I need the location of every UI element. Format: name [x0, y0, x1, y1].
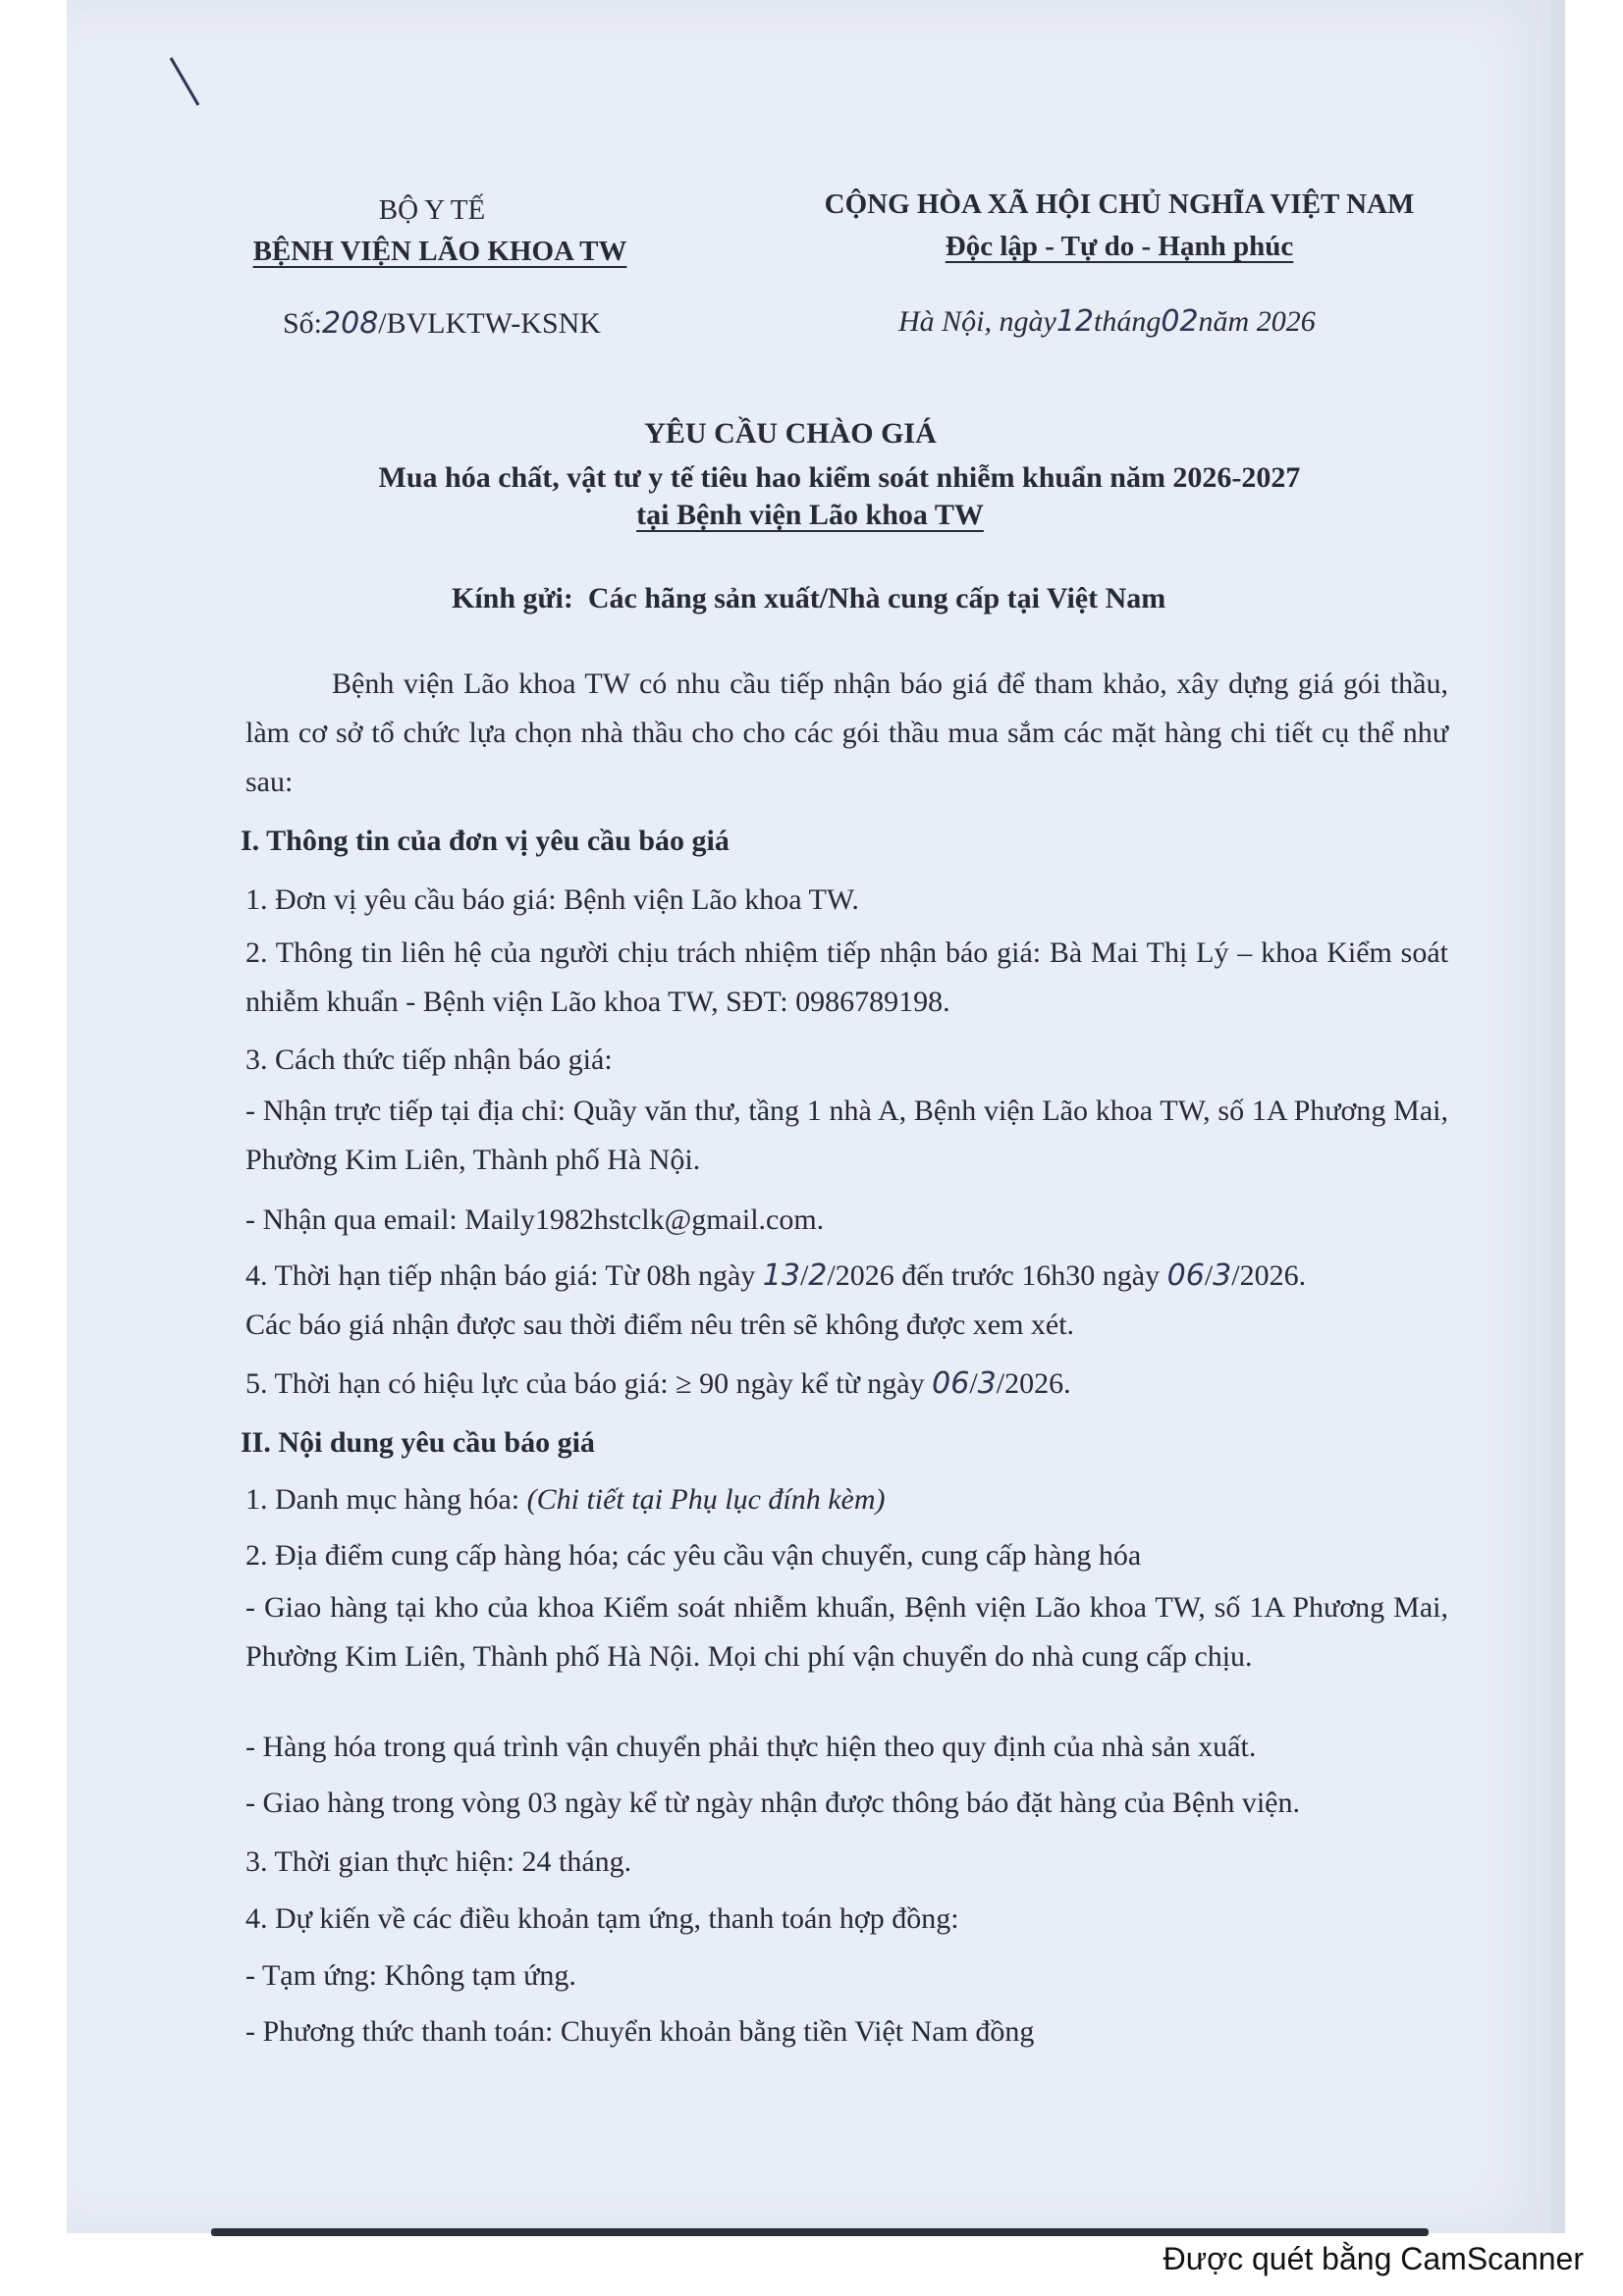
subtitle-line-1: Mua hóa chất, vật tư y tế tiêu hao kiểm soát nhiễm khuẩn năm 2026-2027 — [378, 461, 1301, 494]
document-number — [283, 299, 601, 348]
date-month-handwritten: 02 — [1161, 304, 1199, 339]
date-year: năm 2026 — [1198, 305, 1316, 338]
item-4-month-1-handwritten: 2 — [808, 1258, 828, 1293]
date-day-handwritten: 12 — [1055, 304, 1095, 339]
page-title: YÊU CẦU CHÀO GIÁ — [644, 417, 937, 450]
section-2-item-4: 4. Dự kiến về các điều khoản tạm ứng, thanh toán hợp đồng: — [245, 1902, 959, 1935]
item-4-day-2-handwritten: 06 — [1166, 1258, 1205, 1293]
date-month-label: tháng — [1094, 305, 1162, 338]
country-name: CỘNG HÒA XÃ HỘI CHỦ NGHĨA VIỆT NAM — [824, 188, 1415, 220]
scan-bottom-edge — [211, 2228, 1429, 2236]
section-2-item-2a: - Giao hàng tại kho của khoa Kiểm soát nhiễm khuẩn, Bệnh viện Lão khoa TW, số 1A Phương Mai, Phường Kim Liên, Thành phố Hà Nội. Mọi chi phí vận chuyển do nhà cung cấp chịu. — [245, 1591, 1448, 1673]
item-5-month-handwritten: 3 — [977, 1366, 997, 1401]
item-4-text-b: /2026 đến trước 16h30 ngày — [827, 1259, 1167, 1292]
section-1-item-3b: - Nhận qua email: Maily1982hstclk@gmail.com. — [245, 1203, 825, 1236]
section-2-heading: II. Nội dung yêu cầu báo giá — [241, 1426, 595, 1459]
scanner-watermark: Được quét bằng CamScanner — [1163, 2241, 1584, 2276]
section-1-item-1: 1. Đơn vị yêu cầu báo giá: Bệnh viện Lão khoa TW. — [245, 883, 859, 916]
doc-number-suffix: /BVLKTW-KSNK — [378, 307, 601, 340]
recipient-line — [452, 574, 1165, 623]
section-2-item-2c: - Giao hàng trong vòng 03 ngày kể từ ngày nhận được thông báo đặt hàng của Bệnh viện. — [245, 1787, 1300, 1819]
section-1-heading: I. Thông tin của đơn vị yêu cầu báo giá — [241, 825, 730, 857]
section-2-item-2: 2. Địa điểm cung cấp hàng hóa; các yêu cầu vận chuyển, cung cấp hàng hóa — [245, 1539, 1142, 1572]
section-2-item-4b: - Phương thức thanh toán: Chuyển khoản bằng tiền Việt Nam đồng — [245, 2015, 1035, 2048]
doc-number-prefix: Số: — [283, 307, 323, 340]
item-5-text-c: /2026. — [996, 1367, 1071, 1400]
section-2-item-2b: - Hàng hóa trong quá trình vận chuyển phải thực hiện theo quy định của nhà sản xuất. — [245, 1731, 1257, 1763]
item-4-text-a: 4. Thời hạn tiếp nhận báo giá: Từ 08h ngày — [245, 1259, 763, 1292]
doc-number-handwritten: 208 — [322, 306, 379, 341]
document-date — [898, 297, 1316, 347]
section-2-item-1 — [245, 1475, 886, 1524]
intro-paragraph: Bệnh viện Lão khoa TW có nhu cầu tiếp nhận báo giá để tham khảo, xây dựng giá gói thầu, làm cơ sở tổ chức lựa chọn nhà thầu cho cho các gói thầu mua sắm các mặt hàng chi tiết cụ thể như sau: — [245, 667, 1448, 798]
ministry-name: BỘ Y TẾ — [378, 194, 486, 226]
hospital-name: BỆNH VIỆN LÃO KHOA TW — [252, 236, 627, 267]
section-2-item-4a: - Tạm ứng: Không tạm ứng. — [245, 1959, 576, 1992]
national-motto: Độc lập - Tự do - Hạnh phúc — [945, 231, 1294, 262]
recipient-value: Các hãng sản xuất/Nhà cung cấp tại Việt Nam — [587, 582, 1166, 614]
section-1-item-4: 4. Thời hạn tiếp nhận báo giá: Từ 08h ngày 13/2/2026 đến trước 16h30 ngày 06/3/2026. — [245, 1258, 1307, 1293]
section-1-item-3a: - Nhận trực tiếp tại địa chỉ: Quầy văn thư, tầng 1 nhà A, Bệnh viện Lão khoa TW, số 1A Phương Mai, Phường Kim Liên, Thành phố Hà Nội. — [245, 1095, 1448, 1176]
pen-slash-mark — [167, 54, 206, 113]
item-4-day-1-handwritten: 13 — [762, 1258, 800, 1293]
item-5-day-handwritten: 06 — [932, 1366, 970, 1401]
section-2-item-3: 3. Thời gian thực hiện: 24 tháng. — [245, 1845, 632, 1878]
section-1-item-2: 2. Thông tin liên hệ của người chịu trách nhiệm tiếp nhận báo giá: Bà Mai Thị Lý – khoa Kiểm soát nhiễm khuẩn - Bệnh viện Lão khoa TW, SĐT: 0986789198. — [245, 936, 1448, 1018]
paper-edge — [1551, 0, 1565, 2233]
subtitle-line-2: tại Bệnh viện Lão khoa TW — [636, 499, 984, 531]
section-1-item-4-line-2: Các báo giá nhận được sau thời điểm nêu trên sẽ không được xem xét. — [245, 1308, 1075, 1341]
recipient-label: Kính gửi: — [452, 582, 573, 614]
section-2-item-1-label: 1. Danh mục hàng hóa: — [245, 1483, 527, 1516]
section-1-item-5: 5. Thời hạn có hiệu lực của báo giá: ≥ 90 ngày kể từ ngày 06/3/2026. — [245, 1366, 1071, 1401]
item-5-text-a: 5. Thời hạn có hiệu lực của báo giá: ≥ 90 ngày kể từ ngày — [245, 1367, 933, 1400]
section-1-item-3: 3. Cách thức tiếp nhận báo giá: — [245, 1043, 613, 1076]
section-2-item-1-note: (Chi tiết tại Phụ lục đính kèm) — [526, 1483, 886, 1516]
item-4-text-c: /2026. — [1231, 1259, 1307, 1292]
date-prefix: Hà Nội, ngày — [898, 305, 1056, 338]
item-4-month-2-handwritten: 3 — [1213, 1258, 1232, 1293]
